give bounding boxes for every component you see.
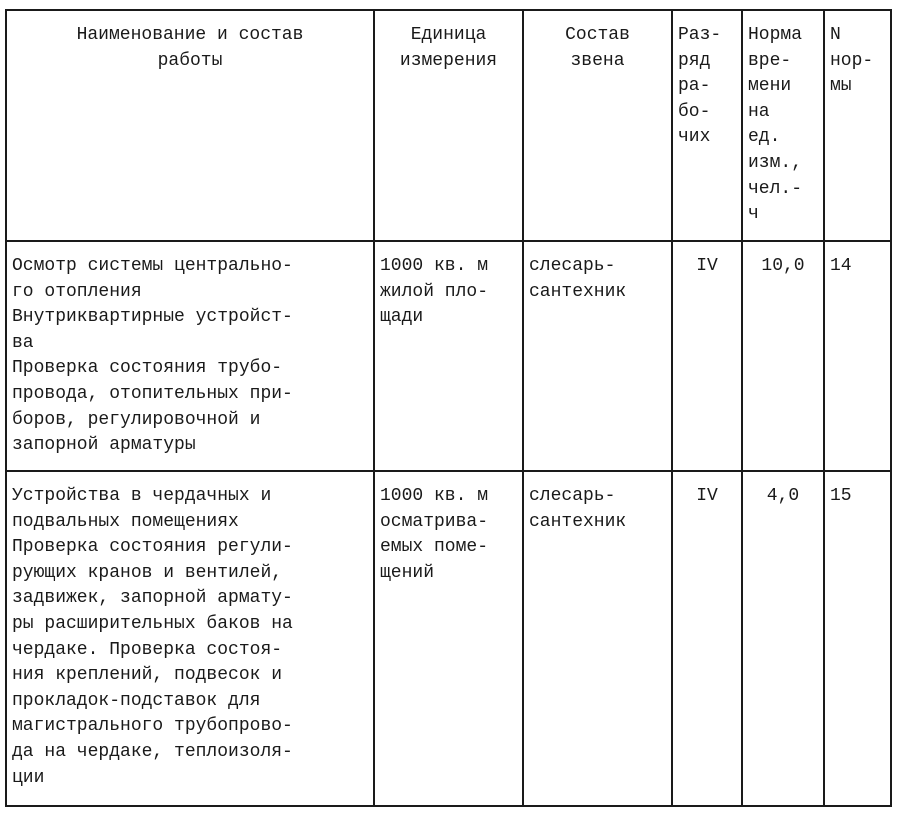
row-crew-cell — [523, 471, 672, 806]
header-unit-text: Единица измерения — [399, 25, 498, 71]
header-crew-text: Состав звена — [565, 25, 630, 71]
header-name — [6, 10, 374, 241]
table-header-row — [6, 10, 891, 241]
row-norm-no-cell — [824, 471, 891, 806]
row-norm-no-cell — [824, 241, 891, 471]
header-unit — [374, 10, 523, 241]
header-crew — [523, 10, 672, 241]
header-norm-no — [824, 10, 891, 241]
row-grade-cell — [672, 471, 742, 806]
header-grade — [672, 10, 742, 241]
row-unit-cell — [374, 241, 523, 471]
row-grade-text: IV — [696, 256, 718, 276]
header-norm-time — [742, 10, 824, 241]
row-name-cell — [6, 471, 374, 806]
row-name-text: Устройства в чердачных и подвальных помещениях Проверка состояния регули- рующих кранов и вентилей, задвижек, запорной армату- ры расширительных баков на чердаке. Проверка состоя- ния креплений, подвесок и прокладок-подставок для магистрального трубопрово- да на чердаке, теплоизоля- ции — [12, 486, 293, 788]
header-norm-no-text: N нор- мы — [830, 25, 874, 97]
row-crew-cell — [523, 241, 672, 471]
row-crew-text: слесарь- сантехник — [529, 256, 627, 302]
row-norm-time-text: 10,0 — [761, 256, 805, 276]
row-unit-text: 1000 кв. м жилой пло- щади — [380, 256, 489, 328]
row-norm-time-cell — [742, 241, 824, 471]
row-grade-text: IV — [696, 486, 718, 506]
norms-table — [5, 9, 892, 807]
row-norm-time-text: 4,0 — [766, 486, 800, 506]
table-row — [6, 241, 891, 471]
header-norm-time-text: Норма вре- мени на ед. изм., чел.- ч — [748, 25, 803, 225]
row-unit-cell — [374, 471, 523, 806]
row-unit-text: 1000 кв. м осматрива- емых поме- щений — [380, 486, 489, 583]
header-grade-text: Раз- ряд ра- бо- чих — [678, 25, 722, 148]
header-name-text: Наименование и состав работы — [76, 25, 304, 71]
table-row — [6, 471, 891, 806]
row-crew-text: слесарь- сантехник — [529, 486, 627, 532]
row-norm-no-text: 15 — [830, 486, 852, 506]
row-name-text: Осмотр системы центрально- го отопления Внутриквартирные устройст- ва Проверка состояния трубо- провода, отопительных при- боров, регулировочной и запорной арматуры — [12, 256, 293, 456]
row-name-cell — [6, 241, 374, 471]
row-norm-time-cell — [742, 471, 824, 806]
row-norm-no-text: 14 — [830, 256, 852, 276]
row-grade-cell — [672, 241, 742, 471]
